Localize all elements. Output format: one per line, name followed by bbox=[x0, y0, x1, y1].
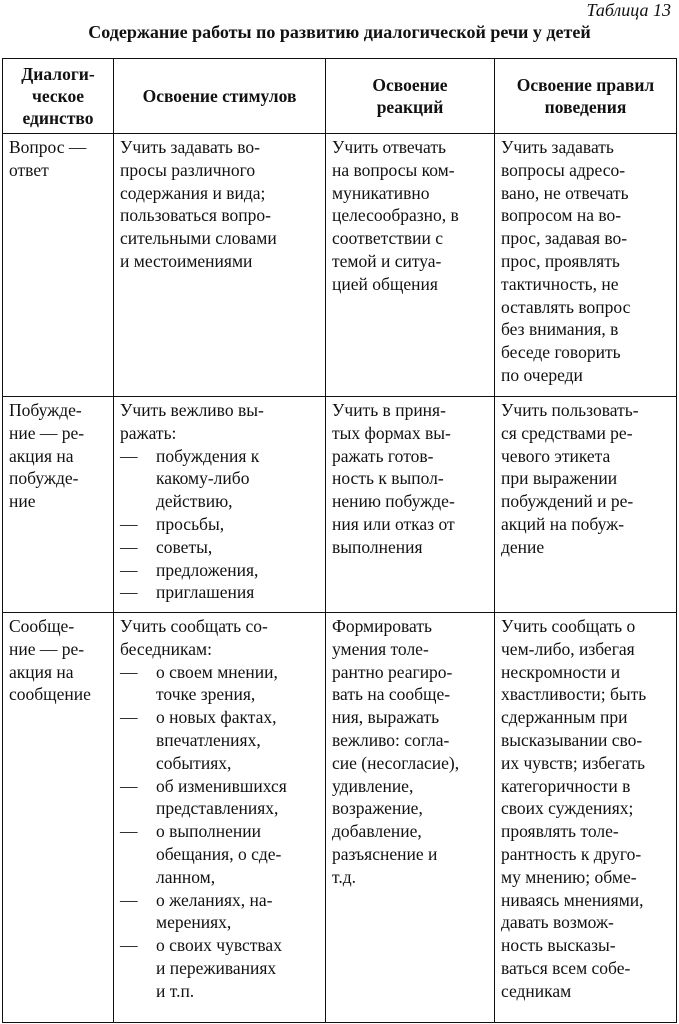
cell-line: тактичность, не bbox=[501, 273, 619, 294]
cell-line: Учить пользовать- bbox=[501, 400, 639, 420]
cell-line: ланном, bbox=[156, 866, 216, 887]
list-item bbox=[120, 581, 321, 604]
cell-line: вопросом на во- bbox=[501, 205, 622, 226]
list-item bbox=[120, 661, 321, 684]
cell-line: ниваясь мнениями, bbox=[501, 889, 644, 910]
cell-line: действию, bbox=[156, 491, 233, 512]
cell-line: побуждения к bbox=[156, 445, 260, 466]
cell-line: о желаниях, на- bbox=[156, 889, 273, 910]
cell-line: оставлять вопрос bbox=[501, 296, 631, 317]
cell-line: удивление, bbox=[332, 775, 414, 796]
dash-marker: — bbox=[120, 935, 138, 956]
cell-line: Вопрос — bbox=[9, 137, 87, 157]
cell-stimuli bbox=[114, 134, 326, 397]
dash-marker: — bbox=[120, 582, 138, 603]
cell-rules bbox=[495, 397, 677, 613]
cell-line: Побужде- bbox=[9, 400, 82, 420]
cell-line: акций на побуж- bbox=[501, 513, 625, 534]
cell-line: ность к выпол- bbox=[332, 468, 444, 489]
cell-line: целесообразно, в bbox=[332, 205, 459, 226]
cell-stimuli bbox=[114, 397, 326, 613]
cell-line: побужде- bbox=[9, 468, 79, 489]
header-text: Освоение стимулов bbox=[142, 86, 297, 106]
cell-line: по очереди bbox=[501, 364, 583, 385]
dash-marker: — bbox=[120, 821, 138, 842]
cell-line: сительными словами bbox=[120, 228, 277, 249]
cell-line: ся средствами ре- bbox=[501, 422, 633, 443]
cell-unit bbox=[3, 613, 114, 1023]
list-item bbox=[120, 513, 321, 536]
cell-line: ние bbox=[9, 491, 36, 512]
list-item bbox=[120, 706, 321, 729]
cell-line: нескромности и bbox=[501, 661, 621, 682]
cell-line: на вопросы ком- bbox=[332, 159, 455, 180]
table-row bbox=[3, 397, 677, 613]
cell-line: вано, не отвечать bbox=[501, 182, 629, 203]
dash-marker: — bbox=[120, 889, 138, 910]
cell-line: о своем мнении, bbox=[156, 661, 278, 682]
cell-line: соответствии с bbox=[332, 228, 444, 249]
header-text: Освоение bbox=[372, 75, 448, 95]
cell-line: Формировать bbox=[332, 616, 432, 636]
cell-line: Сообще- bbox=[9, 616, 75, 636]
dash-marker: — bbox=[120, 536, 138, 557]
cell-unit bbox=[3, 397, 114, 613]
cell-line: обещания, о сде- bbox=[156, 843, 282, 864]
cell-line: ние — ре- bbox=[9, 422, 85, 443]
cell-line: ния, выражать bbox=[332, 707, 440, 728]
cell-line: дение bbox=[501, 536, 545, 557]
cell-line: Учить задавать bbox=[501, 137, 614, 157]
cell-line: событиях, bbox=[156, 752, 232, 773]
cell-line: содержания и вида; bbox=[120, 182, 266, 203]
cell-line: просы различного bbox=[120, 159, 256, 180]
cell-line: категоричности в bbox=[501, 775, 631, 796]
header-unit bbox=[3, 59, 114, 134]
table-row bbox=[3, 613, 677, 1023]
dash-marker: — bbox=[120, 513, 138, 534]
cell-line: чевого этикета bbox=[501, 445, 611, 466]
cell-line: Учить отвечать bbox=[332, 137, 446, 157]
cell-line: вопросы адресо- bbox=[501, 159, 626, 180]
cell-line: умения толе- bbox=[332, 638, 429, 659]
table-caption: Таблица 13 bbox=[586, 0, 671, 20]
cell-unit bbox=[3, 134, 114, 397]
dash-marker: — bbox=[120, 559, 138, 580]
table-row bbox=[3, 134, 677, 397]
cell-line: Учить сообщать о bbox=[501, 616, 636, 636]
header-rules bbox=[495, 59, 677, 134]
header-reactions bbox=[326, 59, 495, 134]
header-text: Освоение правил bbox=[516, 75, 655, 95]
list-item bbox=[120, 559, 321, 582]
list-item bbox=[120, 934, 321, 957]
cell-line: т.д. bbox=[332, 866, 356, 887]
list-item bbox=[120, 889, 321, 912]
cell-line: беседе говорить bbox=[501, 342, 621, 363]
cell-line: ность высказы- bbox=[501, 935, 616, 956]
header-text: реакций bbox=[376, 97, 444, 117]
cell-line: выполнения bbox=[332, 536, 423, 557]
cell-line: без внимания, в bbox=[501, 319, 619, 340]
dash-marker: — bbox=[120, 445, 138, 466]
cell-line: предложения, bbox=[156, 559, 259, 580]
cell-line: Учить вежливо вы- bbox=[120, 400, 264, 420]
header-text: поведения bbox=[544, 97, 627, 117]
cell-line: сообщение bbox=[9, 684, 91, 705]
header-text: единство bbox=[22, 108, 94, 128]
dash-marker: — bbox=[120, 707, 138, 728]
cell-line: пользоваться вопро- bbox=[120, 205, 271, 226]
cell-line: давать возмож- bbox=[501, 912, 614, 933]
cell-line: проявлять толе- bbox=[501, 821, 619, 842]
cell-line: акция на bbox=[9, 445, 74, 466]
cell-line: тых формах вы- bbox=[332, 422, 451, 443]
cell-line: сие (несогласие), bbox=[332, 752, 460, 773]
cell-line: рантно реагиро- bbox=[332, 661, 453, 682]
cell-stimuli bbox=[114, 613, 326, 1023]
list-item bbox=[120, 820, 321, 843]
header-stimuli bbox=[114, 59, 326, 134]
cell-line: и т.п. bbox=[156, 980, 195, 1001]
cell-rules bbox=[495, 613, 677, 1023]
cell-line: вать на сообще- bbox=[332, 684, 451, 705]
cell-line: какому-либо bbox=[156, 468, 250, 489]
cell-line: ния или отказ от bbox=[332, 513, 455, 534]
cell-line: добавление, bbox=[332, 821, 422, 842]
cell-line: нению побужде- bbox=[332, 491, 455, 512]
cell-line: вежливо: согла- bbox=[332, 729, 450, 750]
cell-line: представлениях, bbox=[156, 798, 279, 819]
cell-line: цией общения bbox=[332, 273, 438, 294]
cell-rules bbox=[495, 134, 677, 397]
cell-line: при выражении bbox=[501, 468, 618, 489]
cell-line: и местоимениями bbox=[120, 250, 253, 271]
cell-line: мерениях, bbox=[156, 912, 232, 933]
cell-line: о своих чувствах bbox=[156, 935, 282, 956]
cell-line: чем-либо, избегая bbox=[501, 638, 635, 659]
list-item bbox=[120, 536, 321, 559]
cell-line: седникам bbox=[501, 980, 572, 1001]
cell-line: об изменившихся bbox=[156, 775, 287, 796]
cell-line: возражение, bbox=[332, 798, 423, 819]
cell-line: о новых фактах, bbox=[156, 707, 277, 728]
cell-line: ответ bbox=[9, 159, 49, 180]
cell-line: впечатлениях, bbox=[156, 729, 261, 750]
cell-line: муникативно bbox=[332, 182, 430, 203]
cell-line: ние — ре- bbox=[9, 638, 85, 659]
cell-reactions bbox=[326, 613, 495, 1023]
cell-line: Учить сообщать со- bbox=[120, 616, 268, 636]
cell-line: приглашения bbox=[156, 582, 255, 603]
dash-marker: — bbox=[120, 661, 138, 682]
cell-line: Учить в приня- bbox=[332, 400, 446, 420]
cell-line: прос, проявлять bbox=[501, 250, 620, 271]
cell-line: о выполнении bbox=[156, 821, 261, 842]
cell-line: просьбы, bbox=[156, 513, 225, 534]
cell-line: му мнению; обме- bbox=[501, 866, 637, 887]
cell-line: своих суждениях; bbox=[501, 798, 634, 819]
cell-line: рантность к друго- bbox=[501, 843, 642, 864]
cell-line: акция на bbox=[9, 661, 74, 682]
cell-line: хвастливости; быть bbox=[501, 684, 647, 705]
dash-marker: — bbox=[120, 775, 138, 796]
list-item bbox=[120, 445, 321, 468]
cell-line: высказывании сво- bbox=[501, 729, 643, 750]
cell-reactions bbox=[326, 134, 495, 397]
cell-line: советы, bbox=[156, 536, 213, 557]
cell-line: разъяснение и bbox=[332, 843, 438, 864]
cell-line: прос, задавая во- bbox=[501, 228, 628, 249]
cell-line: и переживаниях bbox=[156, 957, 277, 978]
cell-line: сдержанным при bbox=[501, 707, 628, 728]
cell-line: Учить задавать во- bbox=[120, 137, 260, 157]
cell-line: беседникам: bbox=[120, 638, 212, 659]
cell-line: ваться всем собе- bbox=[501, 957, 631, 978]
cell-line: темой и ситуа- bbox=[332, 250, 442, 271]
list-item bbox=[120, 775, 321, 798]
cell-line: ражать готов- bbox=[332, 445, 434, 466]
dialogue-table bbox=[2, 58, 677, 1023]
header-text: ческое bbox=[32, 86, 84, 106]
page-title: Содержание работы по развитию диалогической речи у детей bbox=[88, 22, 591, 42]
cell-line: точке зрения, bbox=[156, 684, 256, 705]
cell-line: их чувств; избегать bbox=[501, 752, 645, 773]
table-header-row bbox=[3, 59, 677, 134]
cell-line: побуждений и ре- bbox=[501, 491, 634, 512]
cell-line: ражать: bbox=[120, 422, 177, 443]
cell-reactions bbox=[326, 397, 495, 613]
header-text: Диалоги- bbox=[21, 64, 95, 84]
